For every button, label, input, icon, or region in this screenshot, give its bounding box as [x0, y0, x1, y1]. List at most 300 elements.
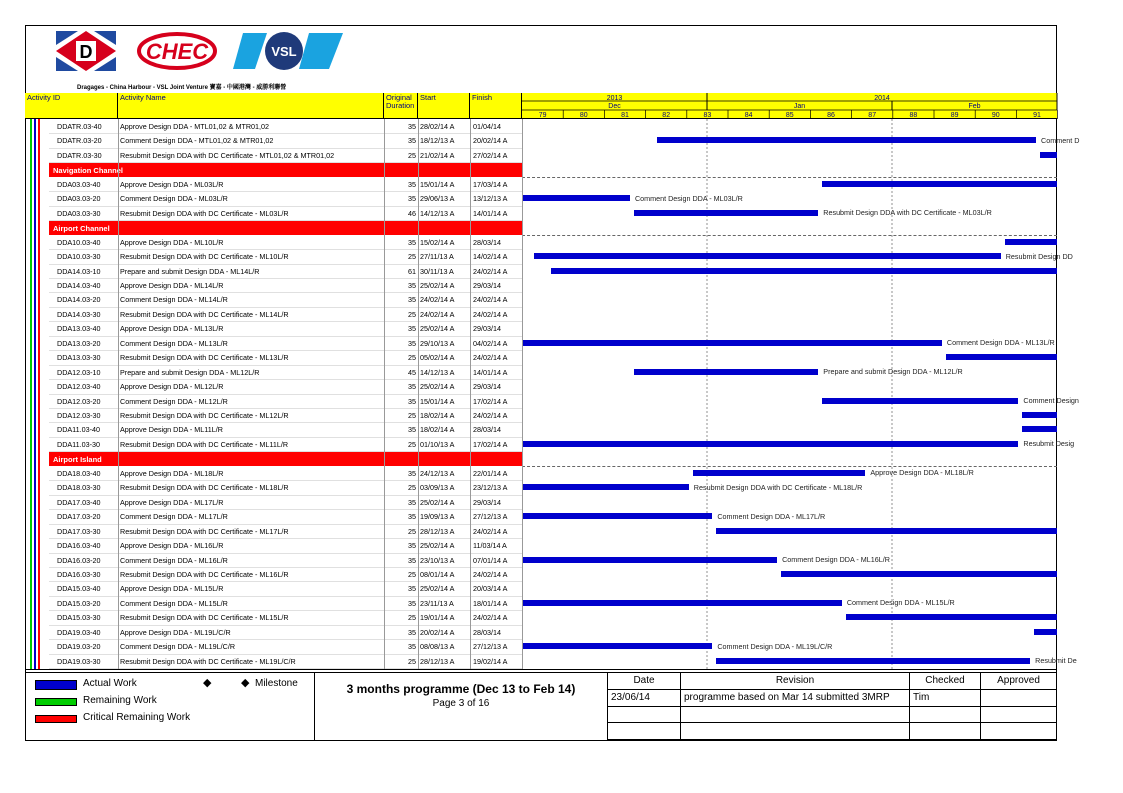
- finish-date: 27/12/13 A: [473, 642, 508, 652]
- gantt-bar[interactable]: [522, 600, 842, 606]
- finish-date: 24/02/14 A: [473, 353, 508, 363]
- activity-name: Comment Design DDA - ML17L/R: [120, 512, 228, 522]
- original-duration: 35: [408, 382, 416, 392]
- finish-date: 28/03/14: [473, 237, 501, 247]
- table-row[interactable]: [25, 524, 522, 538]
- gantt-bar-label: Comment Design DDA - ML13L/R: [946, 338, 1055, 348]
- activity-name: Approve Design DDA - ML11L/R: [120, 425, 223, 435]
- finish-date: 24/02/14 A: [473, 569, 508, 579]
- gantt-bar[interactable]: [522, 195, 630, 201]
- finish-date: 29/03/14: [473, 382, 501, 392]
- start-date: 25/02/14 A: [420, 324, 455, 334]
- gantt-bar[interactable]: [1022, 412, 1057, 418]
- original-duration: 45: [408, 367, 416, 377]
- table-row[interactable]: [25, 625, 522, 639]
- table-bottom-border: [25, 669, 1057, 670]
- row-separator: [522, 466, 1057, 467]
- gantt-bar-label: Comment Design DDA - ML19L/C/R: [717, 641, 833, 651]
- activity-id: DDA13.03-30: [57, 353, 101, 363]
- table-row[interactable]: [25, 191, 522, 205]
- activity-id: DDA16.03-20: [57, 555, 101, 565]
- activity-id: DDA12.03-10: [57, 367, 101, 377]
- table-row[interactable]: [25, 394, 522, 408]
- timescale-month: Feb: [968, 103, 981, 110]
- table-row[interactable]: [25, 538, 522, 552]
- section-title: Airport Island: [53, 454, 102, 464]
- section-header[interactable]: [49, 452, 522, 466]
- gantt-bar[interactable]: [822, 181, 1057, 187]
- activity-id: DDA18.03-30: [57, 483, 101, 493]
- timescale-year: 2013: [606, 95, 623, 102]
- finish-date: 14/02/14 A: [473, 252, 508, 262]
- table-row[interactable]: [25, 365, 522, 379]
- legend-critical-swatch: [35, 715, 77, 723]
- gantt-bar-label: Approve Design DDA - ML18L/R: [870, 468, 974, 478]
- start-date: 20/02/14 A: [420, 627, 455, 637]
- timescale-week: 83: [703, 112, 712, 119]
- title-block: [315, 672, 607, 740]
- original-duration: 25: [408, 353, 416, 363]
- rev-header-revision: Revision: [681, 673, 910, 690]
- start-date: 25/02/14 A: [420, 541, 455, 551]
- original-duration: 35: [408, 122, 416, 131]
- activity-id: DDATR.03-40: [57, 122, 102, 131]
- table-row[interactable]: [25, 148, 522, 162]
- start-date: 18/02/14 A: [420, 425, 455, 435]
- finish-date: 23/12/13 A: [473, 483, 508, 493]
- activity-name: Resubmit Design DDA with DC Certificate - ML11L/R: [120, 439, 289, 449]
- gantt-bar[interactable]: [634, 210, 818, 216]
- activity-name: Prepare and submit Design DDA - ML12L/R: [120, 367, 260, 377]
- gantt-bar[interactable]: [693, 470, 866, 476]
- start-date: 27/11/13 A: [420, 252, 454, 262]
- chec-logo: [137, 31, 217, 71]
- finish-date: 17/02/14 A: [473, 396, 508, 406]
- activity-id: DDA12.03-40: [57, 382, 101, 392]
- activity-id: DDA13.03-20: [57, 338, 101, 348]
- start-date: 23/10/13 A: [420, 555, 455, 565]
- timescale-week: 80: [579, 112, 588, 119]
- finish-date: 13/12/13 A: [473, 194, 508, 204]
- table-row[interactable]: [25, 177, 522, 191]
- start-date: 21/02/14 A: [420, 150, 455, 160]
- rev-header-approved: Approved: [981, 673, 1057, 690]
- activity-id: DDATR.03-30: [57, 150, 102, 160]
- gantt-bar[interactable]: [781, 571, 1057, 577]
- gantt-bar-label: Resubmit Design DD: [1005, 251, 1073, 261]
- start-date: 15/01/14 A: [420, 179, 455, 189]
- table-row[interactable]: [25, 437, 522, 451]
- column-divider: [470, 119, 471, 669]
- jv-caption: Dragages - China Harbour - VSL Joint Venture 寶嘉 - 中國港灣 - 威勝利聯營: [77, 85, 287, 91]
- vsl-logo: [233, 31, 343, 71]
- activity-id: DDA14.03-30: [57, 309, 101, 319]
- start-date: 18/12/13 A: [420, 136, 455, 146]
- gantt-bar[interactable]: [522, 340, 942, 346]
- activity-name: Comment Design DDA - MTL01,02 & MTR01,02: [120, 136, 274, 146]
- table-row[interactable]: [25, 307, 522, 321]
- gantt-bar-label: Resubmit Desig: [1023, 439, 1075, 449]
- activity-name: Approve Design DDA - ML17L/R: [120, 497, 224, 507]
- row-separator: [522, 235, 1057, 236]
- start-date: 18/02/14 A: [420, 411, 455, 420]
- original-duration: 35: [408, 468, 416, 478]
- activity-id: DDA19.03-30: [57, 656, 101, 666]
- gantt-bar[interactable]: [1040, 152, 1057, 158]
- section-header[interactable]: [49, 221, 522, 235]
- gantt-bar[interactable]: [522, 441, 1018, 447]
- timescale-week: 90: [991, 112, 1000, 119]
- revision-table: [607, 672, 1057, 740]
- activity-id: DDA14.03-20: [57, 295, 101, 305]
- table-row[interactable]: [25, 610, 522, 624]
- activity-id: DDA17.03-40: [57, 497, 101, 507]
- activity-name: Resubmit Design DDA with DC Certificate - ML15L/R: [120, 613, 289, 623]
- table-row[interactable]: [25, 206, 522, 220]
- start-date: 25/02/14 A: [420, 497, 455, 507]
- table-row[interactable]: [25, 119, 522, 133]
- col-header-start[interactable]: Start: [418, 93, 470, 119]
- activity-id: DDA11.03-40: [57, 425, 101, 435]
- timescale-week: 79: [538, 112, 547, 119]
- activity-id: DDA19.03-20: [57, 642, 101, 652]
- col-header-original-duration[interactable]: Original Duration: [384, 93, 418, 119]
- table-row[interactable]: [25, 133, 522, 147]
- table-row[interactable]: [25, 480, 522, 494]
- legend: [25, 672, 315, 740]
- start-date: 30/11/13 A: [420, 266, 454, 276]
- start-date: 24/02/14 A: [420, 295, 455, 305]
- gantt-bar-label: Comment D: [1041, 135, 1080, 145]
- start-date: 19/01/14 A: [420, 613, 455, 623]
- table-row[interactable]: [25, 321, 522, 335]
- gantt-bar-label: Comment Design DDA - ML16L/R: [782, 555, 890, 564]
- table-row[interactable]: [25, 264, 522, 278]
- timescale-month: Dec: [608, 103, 621, 110]
- table-row[interactable]: [25, 235, 522, 249]
- original-duration: 35: [408, 642, 416, 652]
- table-row[interactable]: [25, 350, 522, 364]
- timescale-week: 87: [868, 112, 877, 119]
- start-date: 24/12/13 A: [420, 468, 455, 478]
- table-row[interactable]: [25, 466, 522, 480]
- table-row[interactable]: [25, 509, 522, 523]
- rev-date: 23/06/14: [608, 689, 681, 706]
- col-header-finish[interactable]: Finish: [470, 93, 522, 119]
- finish-date: 14/01/14 A: [473, 367, 508, 377]
- finish-date: 24/02/14 A: [473, 309, 508, 319]
- legend-critical-label: Critical Remaining Work: [83, 712, 191, 723]
- gantt-bar[interactable]: [1005, 239, 1057, 245]
- gantt-bar[interactable]: [822, 398, 1018, 404]
- finish-date: 28/03/14: [473, 425, 501, 435]
- original-duration: 35: [408, 555, 416, 565]
- original-duration: 25: [408, 483, 416, 493]
- original-duration: 25: [408, 526, 416, 536]
- gantt-bar-label: Comment Design DDA - ML17L/R: [717, 511, 826, 521]
- original-duration: 35: [408, 425, 416, 435]
- legend-remaining-swatch: [35, 698, 77, 706]
- legend-milestone-label: Milestone: [255, 678, 298, 689]
- activity-id: DDATR.03-20: [57, 136, 102, 146]
- gantt-bar[interactable]: [1034, 629, 1057, 635]
- finish-date: 24/02/14 A: [473, 411, 508, 420]
- timescale-week: 84: [744, 112, 753, 119]
- section-title: Airport Channel: [53, 223, 110, 233]
- activity-name: Resubmit Design DDA with DC Certificate - ML10L/R: [120, 252, 289, 262]
- timescale-week: 86: [827, 112, 835, 119]
- original-duration: 35: [408, 194, 416, 204]
- activity-id: DDA14.03-40: [57, 280, 101, 290]
- original-duration: 35: [408, 396, 416, 406]
- gantt-bar[interactable]: [1022, 426, 1057, 432]
- activity-name: Comment Design DDA - ML16L/R: [120, 555, 228, 565]
- start-date: 08/01/14 A: [420, 569, 455, 579]
- activity-name: Resubmit Design DDA with DC Certificate - ML18L/R: [120, 483, 289, 493]
- gantt-bar-label: Comment Design: [1023, 396, 1079, 406]
- finish-date: 24/02/14 A: [473, 266, 508, 276]
- original-duration: 35: [408, 338, 416, 348]
- original-duration: 35: [408, 541, 416, 551]
- activity-name: Approve Design DDA - ML10L/R: [120, 237, 224, 247]
- section-header[interactable]: [49, 163, 522, 177]
- start-date: 05/02/14 A: [420, 353, 455, 363]
- activity-name: Resubmit Design DDA with DC Certificate - ML13L/R: [120, 353, 289, 363]
- activity-name: Resubmit Design DDA with DC Certificate - ML17L/R: [120, 526, 289, 536]
- activity-id: DDA14.03-10: [57, 266, 101, 276]
- row-separator: [522, 177, 1057, 178]
- activity-name: Resubmit Design DDA with DC Certificate - ML14L/R: [120, 309, 289, 319]
- start-date: 24/02/14 A: [420, 309, 455, 319]
- original-duration: 25: [408, 569, 416, 579]
- start-date: 29/06/13 A: [420, 194, 455, 204]
- milestone-icon: ◆: [203, 677, 212, 689]
- finish-date: 01/04/14: [473, 122, 501, 131]
- finish-date: 24/02/14 A: [473, 613, 508, 623]
- finish-date: 18/01/14 A: [473, 598, 508, 608]
- svg-text:D: D: [79, 42, 93, 62]
- activity-id: DDA11.03-30: [57, 439, 101, 449]
- activity-name: Approve Design DDA - ML12L/R: [120, 382, 224, 392]
- activity-id: DDA13.03-40: [57, 324, 101, 334]
- start-date: 15/02/14 A: [420, 237, 455, 247]
- activity-name: Resubmit Design DDA with DC Certificate - MTL01,02 & MTR01,02: [120, 150, 335, 160]
- original-duration: 35: [408, 598, 416, 608]
- activity-name: Approve Design DDA - ML03L/R: [120, 179, 224, 189]
- gantt-bar[interactable]: [534, 253, 1001, 259]
- start-date: 08/08/13 A: [420, 642, 455, 652]
- activity-name: Resubmit Design DDA with DC Certificate - ML12L/R: [120, 411, 289, 420]
- activity-name: Approve Design DDA - ML14L/R: [120, 280, 224, 290]
- gantt-bar[interactable]: [716, 658, 1030, 664]
- timescale-month: Jan: [793, 103, 806, 110]
- finish-date: 17/02/14 A: [473, 439, 508, 449]
- timescale-week: 81: [621, 112, 629, 119]
- activity-name: Comment Design DDA - ML13L/R: [120, 338, 228, 348]
- activity-name: Approve Design DDA - ML15L/R: [120, 584, 224, 594]
- activity-id: DDA10.03-30: [57, 252, 101, 262]
- timescale-week: 88: [909, 112, 918, 119]
- activity-id: DDA15.03-40: [57, 584, 101, 594]
- gantt-bar[interactable]: [522, 643, 712, 649]
- rev-approved: [981, 689, 1057, 706]
- finish-date: 27/02/14 A: [473, 150, 508, 160]
- original-duration: 25: [408, 309, 416, 319]
- activity-name: Approve Design DDA - MTL01,02 & MTR01,02: [120, 122, 270, 131]
- start-date: 01/10/13 A: [420, 439, 455, 449]
- table-row[interactable]: [25, 422, 522, 436]
- gantt-bar[interactable]: [634, 369, 818, 375]
- col-header-activity-id[interactable]: Activity ID: [25, 93, 118, 119]
- original-duration: 25: [408, 252, 416, 262]
- activity-name: Comment Design DDA - ML19L/C/R: [120, 642, 236, 652]
- column-divider: [418, 119, 419, 669]
- timescale-week: 82: [662, 112, 671, 119]
- activity-name: Prepare and submit Design DDA - ML14L/R: [120, 266, 260, 276]
- timescale-year: 2014: [874, 95, 890, 102]
- finish-date: 29/03/14: [473, 280, 501, 290]
- finish-date: 29/03/14: [473, 324, 501, 334]
- finish-date: 20/03/14 A: [473, 584, 508, 594]
- activity-id: DDA12.03-30: [57, 411, 101, 420]
- start-date: 14/12/13 A: [420, 208, 455, 218]
- activity-id: DDA15.03-30: [57, 613, 101, 623]
- gantt-bar[interactable]: [551, 268, 1057, 274]
- column-divider: [118, 119, 119, 669]
- svg-text:CHEC: CHEC: [145, 39, 209, 64]
- gantt-bar-label: Prepare and submit Design DDA - ML12L/R: [823, 367, 963, 377]
- original-duration: 35: [408, 179, 416, 189]
- section-title: Navigation Channel: [53, 165, 124, 175]
- programme-title: 3 months programme (Dec 13 to Feb 14): [346, 682, 576, 696]
- table-row[interactable]: [25, 278, 522, 292]
- table-row[interactable]: [25, 292, 522, 306]
- activity-id: DDA16.03-40: [57, 541, 101, 551]
- table-row[interactable]: [25, 639, 522, 653]
- timescale-header: [522, 93, 1057, 119]
- gantt-bar[interactable]: [657, 137, 1036, 143]
- original-duration: 35: [408, 497, 416, 507]
- table-row[interactable]: [25, 596, 522, 610]
- start-date: 03/09/13 A: [420, 483, 455, 493]
- original-duration: 25: [408, 613, 416, 623]
- table-row[interactable]: [25, 553, 522, 567]
- table-row[interactable]: [25, 408, 522, 422]
- activity-name: Resubmit Design DDA with DC Certificate - ML16L/R: [120, 569, 289, 579]
- original-duration: 25: [408, 150, 416, 160]
- activity-id: DDA03.03-30: [57, 208, 101, 218]
- start-date: 19/09/13 A: [420, 512, 455, 522]
- finish-date: 17/03/14 A: [473, 179, 508, 189]
- original-duration: 35: [408, 295, 416, 305]
- finish-date: 22/01/14 A: [473, 468, 508, 478]
- original-duration: 25: [408, 439, 416, 449]
- start-date: 25/02/14 A: [420, 584, 455, 594]
- original-duration: 35: [408, 512, 416, 522]
- timescale-week: 89: [950, 112, 959, 119]
- finish-date: 24/02/14 A: [473, 526, 508, 536]
- original-duration: 25: [408, 656, 416, 666]
- gantt-bar[interactable]: [846, 614, 1057, 620]
- finish-date: 07/01/14 A: [473, 555, 508, 565]
- gantt-bar[interactable]: [946, 354, 1057, 360]
- original-duration: 35: [408, 280, 416, 290]
- activity-name: Approve Design DDA - ML18L/R: [120, 468, 224, 478]
- original-duration: 35: [408, 584, 416, 594]
- column-divider: [384, 119, 385, 669]
- original-duration: 35: [408, 136, 416, 146]
- finish-date: 19/02/14 A: [473, 656, 508, 666]
- timescale-week: 85: [785, 112, 794, 119]
- start-date: 28/12/13 A: [420, 526, 455, 536]
- activity-name: Comment Design DDA - ML03L/R: [120, 194, 228, 204]
- finish-date: 28/03/14: [473, 627, 501, 637]
- activity-id: DDA12.03-20: [57, 396, 101, 406]
- table-row[interactable]: [25, 567, 522, 581]
- rev-text: programme based on Mar 14 submitted 3MRP: [681, 689, 910, 706]
- activity-id: DDA17.03-30: [57, 526, 101, 536]
- start-date: 15/01/14 A: [420, 396, 455, 406]
- activity-name: Approve Design DDA - ML16L/R: [120, 541, 224, 551]
- activity-name: Approve Design DDA - ML13L/R: [120, 324, 224, 334]
- column-divider: [522, 119, 523, 669]
- activity-id: DDA10.03-40: [57, 237, 101, 247]
- activity-name: Comment Design DDA - ML12L/R: [120, 396, 228, 406]
- finish-date: 27/12/13 A: [473, 512, 508, 522]
- table-row[interactable]: [25, 581, 522, 595]
- table-row[interactable]: [25, 379, 522, 393]
- finish-date: 04/02/14 A: [473, 338, 508, 348]
- timescale-week: 91: [1033, 112, 1041, 119]
- gantt-bar[interactable]: [522, 557, 777, 563]
- finish-date: 29/03/14: [473, 497, 501, 507]
- gantt-bar-label: Resubmit Design DDA with DC Certificate - ML03L/R: [823, 208, 992, 218]
- gantt-bar[interactable]: [522, 513, 712, 519]
- page-number: Page 3 of 16: [432, 698, 490, 709]
- activity-id: DDA16.03-30: [57, 569, 101, 579]
- table-row[interactable]: [25, 249, 522, 263]
- rev-header-date: Date: [608, 673, 681, 690]
- legend-actual-swatch: [35, 680, 77, 690]
- activity-id: DDA03.03-20: [57, 194, 101, 204]
- activity-id: DDA15.03-20: [57, 598, 101, 608]
- gantt-bar[interactable]: [522, 484, 689, 490]
- start-date: 14/12/13 A: [420, 367, 455, 377]
- svg-text:VSL: VSL: [271, 44, 297, 59]
- start-date: 28/02/14 A: [420, 122, 455, 131]
- activity-id: DDA19.03-40: [57, 627, 101, 637]
- start-date: 28/12/13 A: [420, 656, 455, 666]
- table-row[interactable]: [25, 495, 522, 509]
- gantt-bar-label: Comment Design DDA - ML03L/R: [634, 193, 743, 203]
- gantt-bar-label: Resubmit De: [1035, 656, 1077, 666]
- original-duration: 35: [408, 237, 416, 247]
- activity-id: DDA03.03-40: [57, 179, 101, 189]
- table-row[interactable]: [25, 336, 522, 350]
- activity-id: DDA18.03-40: [57, 468, 101, 478]
- table-row[interactable]: [25, 654, 522, 668]
- gantt-bar[interactable]: [716, 528, 1057, 534]
- activity-name: Comment Design DDA - ML14L/R: [120, 295, 228, 305]
- activity-name: Approve Design DDA - ML19L/C/R: [120, 627, 231, 637]
- finish-date: 11/03/14 A: [473, 541, 507, 551]
- original-duration: 46: [408, 208, 416, 218]
- original-duration: 25: [408, 411, 416, 420]
- rev-checked: Tim: [910, 689, 981, 706]
- gantt-bar-label: Comment Design DDA - ML15L/R: [846, 598, 955, 608]
- col-header-activity-name[interactable]: Activity Name: [118, 93, 384, 119]
- activity-name: Resubmit Design DDA with DC Certificate - ML19L/C/R: [120, 656, 296, 666]
